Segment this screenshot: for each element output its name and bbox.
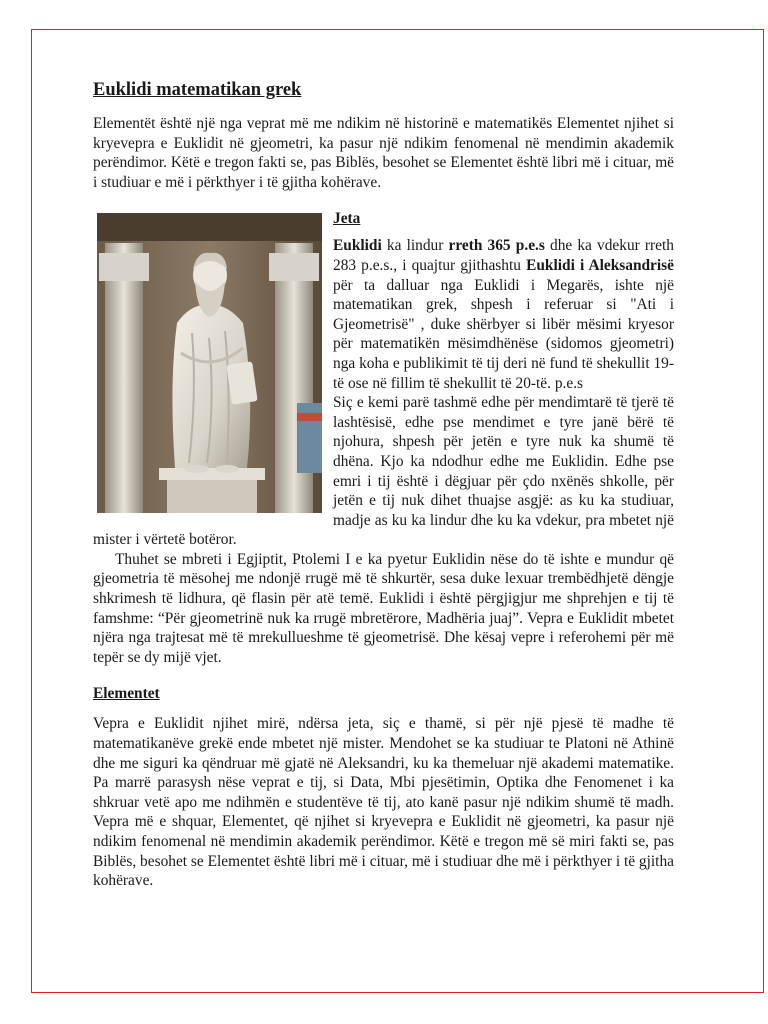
section-heading-jeta: Jeta bbox=[333, 210, 361, 228]
jeta-text-d: dhe ka vdekur rreth 283 p.e.s., i quajtur gjithashtu bbox=[333, 237, 674, 274]
jeta-text-c: p.e.s bbox=[510, 237, 545, 255]
section-heading-elementet: Elementet bbox=[93, 685, 160, 703]
jeta-paragraph-2: Siç e kemi parë tashmë edhe për mendimtarë të tjerë të lashtësisë, edhe pse mendimet e tyre janë bërë të njohura, shpesh për jetën e tyre nuk ka shumë të dhëna. Kjo ka ndodhur edhe me Euklidin. Edhe pse emri i tij është i dëgjuar për çdo nxënës shkolle, për jetën e tij nuk dihet thuajse asgjë: as ku ka studiuar, madje as ku ka lindur dhe ku ka vdekur, pra mbetet një mister i vërtetë botëror. bbox=[93, 394, 674, 549]
document-body bbox=[93, 78, 674, 891]
euklidi-name: Euklidi bbox=[333, 237, 382, 255]
jeta-text-f: për ta dalluar nga Euklidi i Megarës, ishte një matematikan grek, shpesh i referuar si "Ati i Gjeometrisë" , duke shërbyer si libër mësimi kryesor për matematikën mësimdhënëse (sidomos gjeometri) nga koha e publikimit të tij deri në fund të shekullit 19-të ose në fillim të shekullit të 20-të. p.e.s bbox=[333, 276, 674, 392]
elementet-paragraph: Vepra e Euklidit njihet mirë, ndërsa jeta, siç e thamë, si për një pjesë të madhe të matematikanëve grekë ende mbetet një mister. Mendohet se ka studiuar te Platoni në Athinë dhe me siguri ka qëndruar më gjatë në Aleksandri, ku ka themeluar një akademi matematike. Pa marrë parasysh nëse veprat e tij, si Data, Mbi pjesëtimin, Optika dhe Fenomenet i ka shkruar vetë apo me ndihmën e studentëve të tij, ato kanë pasur një ndikim shumë të madh. Vepra më e shquar, Elementet, që njihet si kryevepra e Euklidit në gjeometri, ka pasur një ndikim fenomenal në mendimin akademik perëndimor. Këtë e tregon më së miri fakti se, pas Biblës, besohet se Elementet është libri më i cituar, më i studiuar dhe më i përkthyer i të gjitha kohërave. bbox=[93, 715, 674, 890]
jeta-text-e: Euklidi i Aleksandrisë bbox=[526, 256, 674, 274]
jeta-paragraph-3: Thuhet se mbreti i Egjiptit, Ptolemi I e ka pyetur Euklidin nëse do të ishte e mundur që gjeometria të mësohej me ndonjë rrugë më të shkurtër, sesa duke lexuar trembëdhjetë dëngje shkrimesh të lidhura, që flasin për atë temë. Euklidi i është përgjigjur me shprehjen e tij të famshme: “Për gjeometrinë nuk ka rrugë mbretërore, Madhëria juaj”. Vepra e Euklidit mbetet njëra nga trajtesat më të mrekullueshme të gjeometrisë. Dhe kësaj vepre i referohemi për më tepër se dy mijë vjet. bbox=[93, 550, 674, 666]
euclid-statue-image bbox=[97, 213, 322, 513]
jeta-text-a: ka lindur bbox=[381, 237, 449, 255]
page-title: Euklidi matematikan grek bbox=[93, 80, 302, 100]
jeta-text-b: rreth 365 bbox=[448, 237, 511, 255]
intro-paragraph: Elementët është një nga veprat më me ndikim në historinë e matematikës Elementet njihet si kryevepra e Euklidit në gjeometri, ka pasur një ndikim fenomenal në mendimin akademik perëndimor. Këtë e tregon fakti se, pas Biblës, besohet se Elementet është libri më i cituar, më i studiuar e më i përkthyer i të gjitha kohërave. bbox=[93, 115, 674, 191]
